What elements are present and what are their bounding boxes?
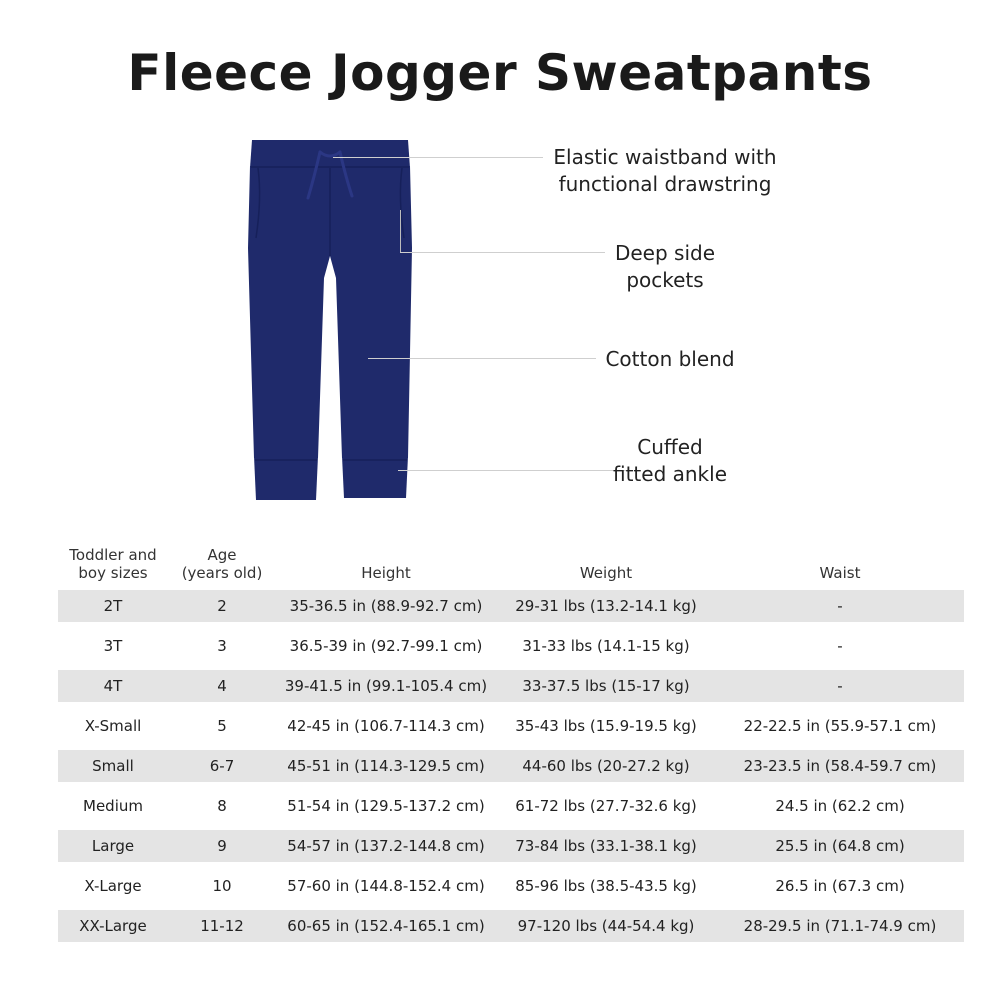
cell-weight: 29-31 lbs (13.2-14.1 kg): [496, 590, 716, 622]
cell-height: 35-36.5 in (88.9-92.7 cm): [276, 590, 496, 622]
cell-waist: 25.5 in (64.8 cm): [716, 830, 964, 862]
table-row: [58, 910, 964, 942]
cell-height: 36.5-39 in (92.7-99.1 cm): [289, 637, 483, 655]
table-header-row: [58, 542, 964, 582]
header-waist: Waist: [819, 564, 861, 582]
cell-height: 57-60 in (144.8-152.4 cm): [287, 877, 485, 895]
table-row: [58, 710, 964, 742]
table-row: [58, 590, 964, 622]
cell-size: 2T: [58, 590, 168, 622]
cell-age: 8: [217, 797, 227, 815]
table-row: [58, 830, 964, 862]
cell-weight: 31-33 lbs (14.1-15 kg): [522, 637, 690, 655]
cell-waist: -: [716, 590, 964, 622]
cell-size: X-Small: [84, 717, 142, 735]
callout-line-waistband: [333, 157, 543, 158]
callout-cuffed-ankle: Cuffed fitted ankle: [612, 435, 727, 486]
cell-size: Large: [58, 830, 168, 862]
callout-waistband: Elastic waistband with functional drawstring: [553, 145, 777, 196]
cell-waist: 23-23.5 in (58.4-59.7 cm): [716, 750, 964, 782]
header-weight: Weight: [579, 564, 633, 582]
cell-weight: 85-96 lbs (38.5-43.5 kg): [515, 877, 697, 895]
header-height: Height: [361, 564, 411, 582]
cell-size: 3T: [103, 637, 123, 655]
cell-weight: 61-72 lbs (27.7-32.6 kg): [515, 797, 697, 815]
cell-weight: 73-84 lbs (33.1-38.1 kg): [496, 830, 716, 862]
cell-size: XX-Large: [58, 910, 168, 942]
cell-size: 4T: [58, 670, 168, 702]
callout-cotton-blend: Cotton blend: [605, 347, 735, 371]
table-row: [58, 870, 964, 902]
cell-size: X-Large: [84, 877, 142, 895]
cell-waist: 26.5 in (67.3 cm): [775, 877, 905, 895]
cell-height: 51-54 in (129.5-137.2 cm): [287, 797, 485, 815]
cell-waist: -: [837, 637, 843, 655]
callout-vline-pockets: [400, 210, 401, 252]
header-size: Toddler and boy sizes: [69, 546, 157, 582]
cell-age: 5: [217, 717, 227, 735]
table-row: [58, 750, 964, 782]
cell-size: Small: [58, 750, 168, 782]
cell-waist: 24.5 in (62.2 cm): [775, 797, 905, 815]
cell-age: 2: [168, 590, 276, 622]
table-row: [58, 670, 964, 702]
callout-line-pockets: [400, 252, 605, 253]
cell-size: Medium: [83, 797, 143, 815]
cell-age: 4: [168, 670, 276, 702]
table-row: [58, 630, 964, 662]
size-chart-table: [58, 534, 964, 950]
header-age: Age (years old): [181, 546, 263, 582]
cell-weight: 44-60 lbs (20-27.2 kg): [496, 750, 716, 782]
cell-age: 3: [217, 637, 227, 655]
cell-height: 60-65 in (152.4-165.1 cm): [276, 910, 496, 942]
callout-pockets: Deep side pockets: [614, 241, 716, 292]
cell-age: 9: [168, 830, 276, 862]
cell-waist: 28-29.5 in (71.1-74.9 cm): [716, 910, 964, 942]
cell-weight: 35-43 lbs (15.9-19.5 kg): [515, 717, 697, 735]
cell-weight: 33-37.5 lbs (15-17 kg): [496, 670, 716, 702]
cell-waist: -: [716, 670, 964, 702]
cell-height: 54-57 in (137.2-144.8 cm): [276, 830, 496, 862]
cell-age: 11-12: [168, 910, 276, 942]
page-title: Fleece Jogger Sweatpants: [127, 44, 873, 102]
cell-height: 45-51 in (114.3-129.5 cm): [276, 750, 496, 782]
cell-waist: 22-22.5 in (55.9-57.1 cm): [743, 717, 937, 735]
cell-age: 6-7: [168, 750, 276, 782]
cell-height: 39-41.5 in (99.1-105.4 cm): [276, 670, 496, 702]
cell-age: 10: [212, 877, 232, 895]
callout-line-cotton: [368, 358, 596, 359]
cell-height: 42-45 in (106.7-114.3 cm): [287, 717, 485, 735]
table-row: [58, 790, 964, 822]
jogger-pants-image: [240, 138, 420, 503]
cell-weight: 97-120 lbs (44-54.4 kg): [496, 910, 716, 942]
